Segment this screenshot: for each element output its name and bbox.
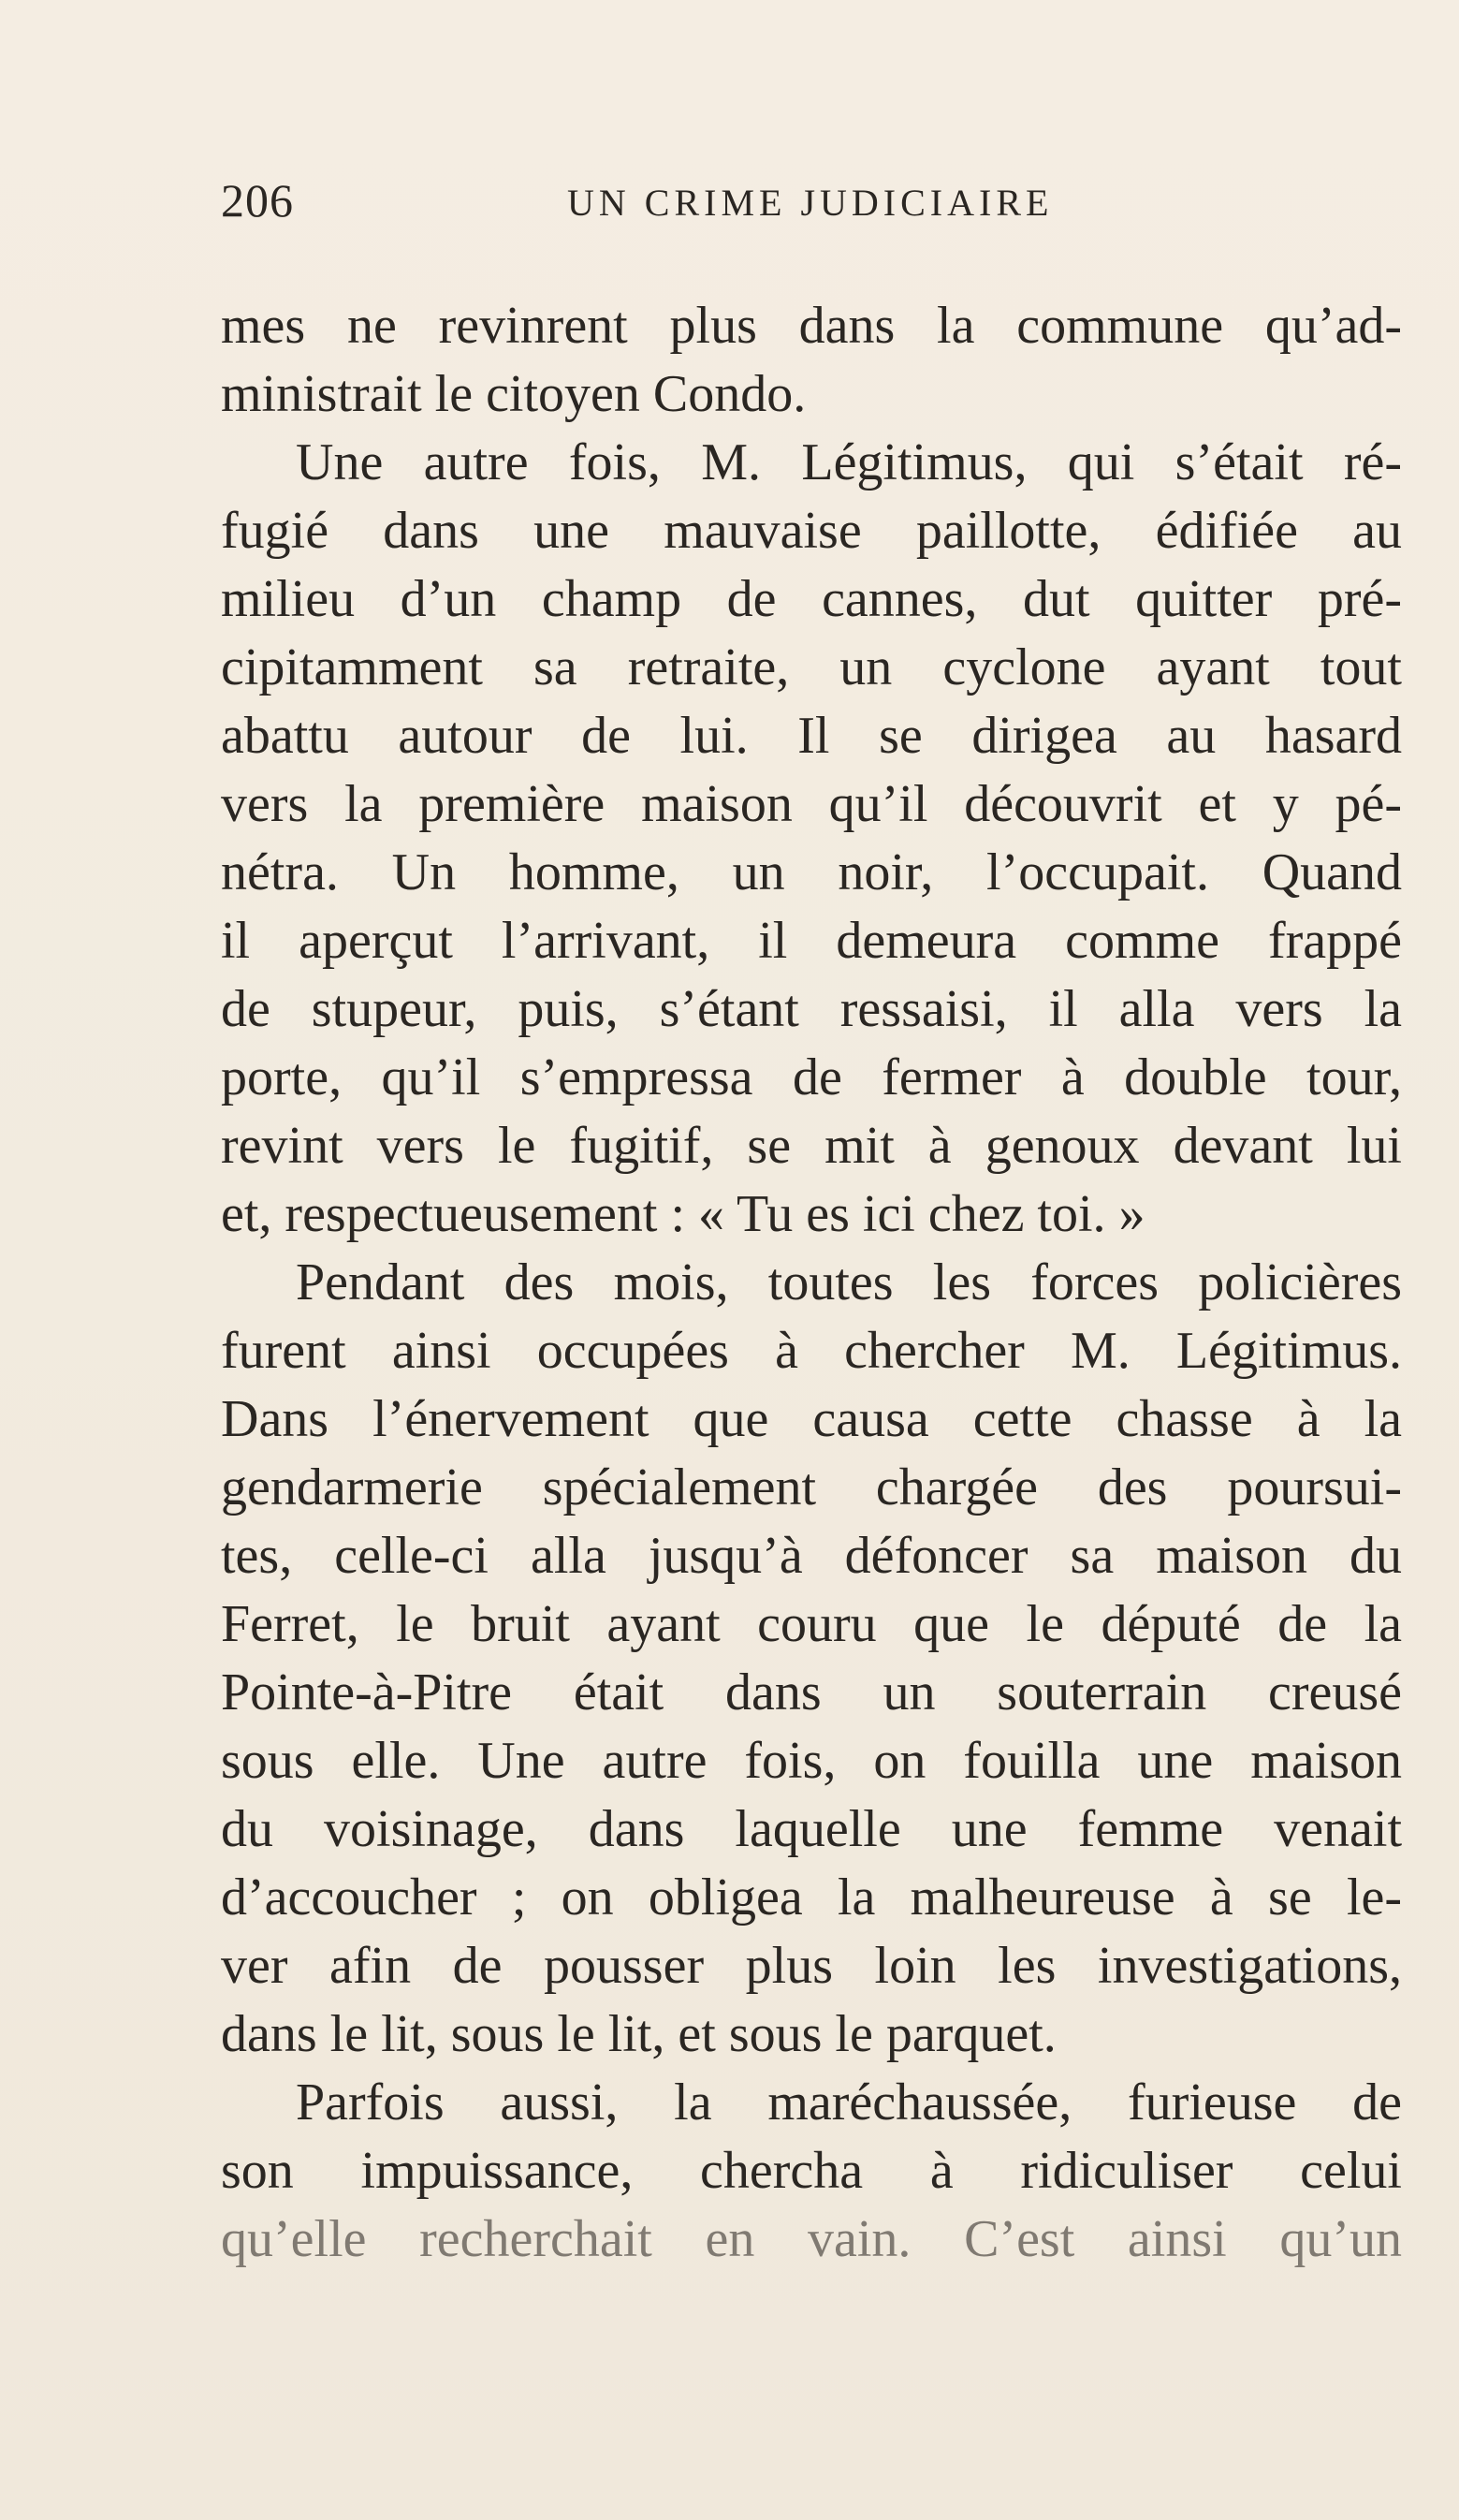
text-line: milieu d’un champ de cannes, dut quitter pré- [221,570,1402,628]
text-line: abattu autour de lui. Il se dirigea au hasard [221,707,1402,765]
text-line: ministrait le citoyen Condo. [221,365,807,423]
running-title: UN CRIME JUDICIAIRE [567,182,1054,224]
text-line: qu’elle recherchait en vain. C’est ainsi qu’un [221,2210,1402,2268]
text-line: Pendant des mois, toutes les forces policières [296,1253,1402,1311]
text-line: Pointe-à-Pitre était dans un souterrain creusé [221,1663,1402,1722]
text-line: sous elle. Une autre fois, on fouilla une maison [221,1732,1402,1790]
text-line: du voisinage, dans laquelle une femme venait [221,1800,1402,1858]
text-line: cipitamment sa retraite, un cyclone ayant tout [221,638,1402,696]
text-line: il aperçut l’arrivant, il demeura comme frappé [221,912,1402,970]
text-line: et, respectueusement : « Tu es ici chez toi. » [221,1185,1145,1243]
text-line: tes, celle-ci alla jusqu’à défoncer sa maison du [221,1527,1402,1585]
text-line: son impuissance, chercha à ridiculiser celui [221,2142,1402,2200]
text-line: ver afin de pousser plus loin les investigations, [221,1937,1402,1995]
text-line: fugié dans une mauvaise paillotte, édifiée au [221,502,1402,560]
text-line: Dans l’énervement que causa cette chasse à la [221,1390,1402,1448]
text-line: de stupeur, puis, s’étant ressaisi, il alla vers la [221,980,1402,1038]
body-text [221,292,1402,2274]
text-line: porte, qu’il s’empressa de fermer à double tour, [221,1048,1402,1106]
text-line: revint vers le fugitif, se mit à genoux devant lui [221,1117,1402,1175]
text-line: Ferret, le bruit ayant couru que le député de la [221,1595,1402,1653]
page-number: 206 [221,174,294,227]
text-line: d’accoucher ; on obligea la malheureuse à se le- [221,1868,1402,1927]
page-header [221,173,1409,239]
text-line: dans le lit, sous le lit, et sous le parquet. [221,2005,1057,2063]
text-line: nétra. Un homme, un noir, l’occupait. Quand [221,843,1402,901]
text-line: Une autre fois, M. Légitimus, qui s’était ré- [296,433,1402,491]
text-line: vers la première maison qu’il découvrit et y pé- [221,775,1402,833]
text-line: mes ne revinrent plus dans la commune qu’ad- [221,297,1402,355]
text-line: gendarmerie spécialement chargée des poursui- [221,1458,1402,1516]
text-line: Parfois aussi, la maréchaussée, furieuse de [296,2073,1402,2132]
text-line: furent ainsi occupées à chercher M. Légitimus. [221,1322,1402,1380]
